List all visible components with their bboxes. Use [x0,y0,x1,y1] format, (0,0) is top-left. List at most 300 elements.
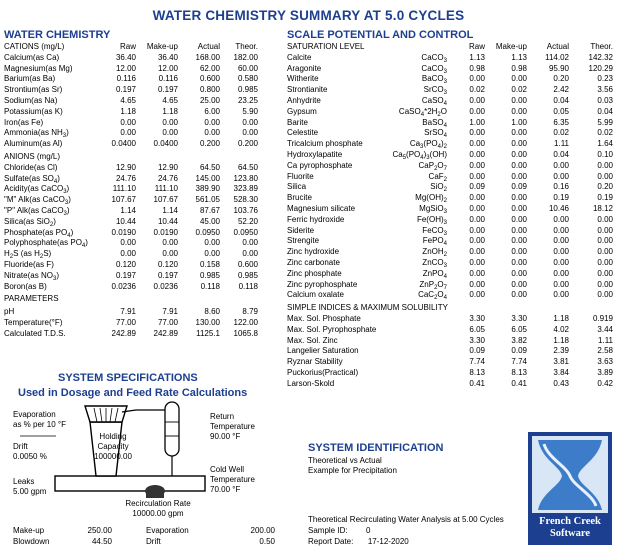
cell-actual: 64.50 [199,162,220,172]
row-name: Fluoride(as F) [4,259,54,269]
cell-theor: 60.00 [237,63,258,73]
cell-theor: 0.0950 [233,227,258,237]
cell-raw: 0.00 [120,128,136,138]
cell-raw: 0.00 [469,225,485,235]
table-row [4,107,258,118]
cell-theor: 123.80 [233,173,258,183]
table-row [4,96,258,107]
cell-actual: 0.00 [553,225,569,235]
cell-actual: 0.00 [553,236,569,246]
cell-actual: 2.39 [553,346,569,356]
mineral-formula: ZnPO$_4$ [422,268,447,280]
cell-raw: 7.91 [120,307,136,317]
cell-makeup: 107.67 [153,195,178,205]
cell-makeup: 10.44 [157,216,178,226]
index-name: Max. Sol. Pyrophosphate [287,324,377,334]
recirculation-value: 10000.00 gpm [132,509,184,518]
cell-actual: 0.00 [204,249,220,259]
cell-makeup: 3.30 [511,313,527,323]
table-row [4,64,258,75]
leaks-label: Leaks [13,477,35,486]
anions-group [4,152,258,163]
cell-actual: 114.02 [545,52,569,62]
cell-makeup: 242.89 [153,328,178,338]
cell-raw: 0.0400 [111,139,136,149]
makeup-value: 250.00 [87,526,112,535]
cell-theor: 0.03 [597,95,613,105]
cell-actual: 10.46 [548,203,569,213]
cell-raw: 0.00 [469,268,485,278]
table-row [4,307,258,318]
cell-makeup: 0.00 [162,128,178,138]
cell-theor: 3.56 [597,85,613,95]
cell-theor: 23.25 [237,95,258,105]
table-row [287,325,613,336]
cell-raw: 0.197 [115,270,136,280]
cell-raw: 107.67 [111,195,136,205]
return-temp-label: Temperature [210,422,255,431]
cell-actual: 389.90 [195,184,220,194]
row-name: pH [4,307,15,317]
cell-raw: 0.00 [469,214,485,224]
cell-theor: 0.00 [242,128,258,138]
cell-raw: 0.0236 [111,281,136,291]
mineral-formula: CaCO$_3$ [421,63,447,75]
cell-actual: 62.00 [199,63,220,73]
cell-theor: 3.63 [597,357,613,367]
cell-makeup: 7.91 [162,307,178,317]
anions-group-label: ANIONS (mg/L) [4,151,61,161]
cell-makeup: 0.41 [511,378,527,388]
parameters-group-label: PARAMETERS [4,294,59,304]
cell-raw: 0.09 [469,346,485,356]
mineral-name: Barite [287,117,308,127]
mineral-name: Zinc carbonate [287,257,340,267]
cell-raw: 12.00 [115,63,136,73]
cell-raw: 8.13 [469,367,485,377]
cell-actual: 1.18 [553,313,569,323]
table-row [287,74,613,85]
table-row [287,379,613,390]
cold-well-label: Cold Well [210,465,245,474]
report-description: Theoretical Recirculating Water Analysis at 5.00 Cycles [308,515,504,524]
table-row [4,139,258,150]
table-row [4,128,258,139]
mineral-name: Siderite [287,225,315,235]
report-date-label: Report Date: [308,537,354,546]
table-row [287,96,613,107]
cell-theor: 0.02 [597,128,613,138]
evaporation-value: as % per 10 °F [13,420,66,429]
cell-makeup: 0.0190 [153,227,178,237]
cell-theor: 5.90 [242,106,258,116]
mineral-formula: $CaP_2O_7$ [418,160,447,172]
column-header: Raw [468,42,485,51]
cell-theor: 0.23 [597,74,613,84]
cell-theor: 64.50 [237,162,258,172]
makeup-label: Make-up [13,526,45,535]
scale-header-row [287,42,613,53]
cell-actual: 6.35 [553,117,569,127]
scale-potential-table [287,42,613,390]
table-row [4,206,258,217]
sample-id-label: Sample ID: [308,526,348,535]
cell-makeup: 0.0236 [153,281,178,291]
table-row [287,182,613,193]
cell-theor: 0.00 [597,171,613,181]
cell-actual: 3.81 [553,357,569,367]
cell-raw: 36.40 [115,52,136,62]
cell-makeup: 0.00 [511,74,527,84]
cell-raw: 1.14 [120,205,136,215]
mineral-name: Silica [287,182,307,192]
capacity-label: Capacity [97,442,129,451]
return-label: Return [210,412,235,421]
table-row [4,318,258,329]
column-header: Theor. [235,42,258,51]
cell-raw: 0.00 [469,139,485,149]
cell-raw: 0.00 [469,193,485,203]
cell-theor: 122.00 [233,317,258,327]
cell-actual: 4.02 [553,324,569,334]
cell-actual: 0.118 [200,281,220,291]
cell-actual: 0.00 [204,128,220,138]
cell-theor: 0.00 [597,247,613,257]
system-specs-subheading: Used in Dosage and Feed Rate Calculations [18,387,248,399]
cell-makeup: 0.00 [511,106,527,116]
french-creek-logo [528,432,612,545]
cell-actual: 0.05 [553,106,569,116]
cell-makeup: 0.00 [511,290,527,300]
mineral-name: Fluorite [287,171,314,181]
mineral-formula: $CaC_2O_4$ [418,290,447,302]
cell-theor: 142.32 [588,52,613,62]
table-row [4,118,258,129]
cell-theor: 18.12 [592,203,613,213]
table-row [287,172,613,183]
cell-actual: 0.00 [553,290,569,300]
row-name: Strontium(as Sr) [4,85,63,95]
cell-actual: 1.11 [554,139,569,149]
cell-theor: 0.00 [597,160,613,170]
cell-raw: 77.00 [115,317,136,327]
table-row [4,249,258,260]
cell-makeup: 0.09 [511,346,527,356]
cell-actual: 25.00 [199,95,220,105]
cell-makeup: 0.00 [511,279,527,289]
table-row [287,139,613,150]
cell-raw: 3.30 [469,313,485,323]
cell-actual: 0.800 [199,85,220,95]
cell-theor: 0.00 [597,279,613,289]
table-row [287,247,613,258]
cell-raw: 24.76 [115,173,136,183]
drift-flow-value: 0.50 [259,537,275,546]
row-name: Aluminum(as Al) [4,139,63,149]
cell-makeup: 0.00 [511,268,527,278]
cell-theor: 0.200 [237,139,258,149]
table-row [287,290,613,301]
mineral-formula: CaF$_2$ [428,171,447,183]
cell-makeup: 0.00 [511,214,527,224]
cell-makeup: 7.74 [511,357,527,367]
cell-theor: 0.00 [242,238,258,248]
cell-actual: 0.19 [553,193,569,203]
system-id-line-2: Example for Precipitation [308,466,397,475]
column-header: Raw [119,42,136,51]
cell-raw: 0.00 [469,236,485,246]
cell-theor: 3.44 [597,324,613,334]
table-row [4,228,258,239]
mineral-formula: $CaSO_4*2H_2O$ [398,106,447,118]
index-name: Max. Sol. Zinc [287,335,338,345]
drift-flow-label: Drift [146,537,161,546]
cell-makeup: 0.0400 [153,139,178,149]
report-date-value: 17-12-2020 [367,537,409,546]
system-id-heading: SYSTEM IDENTIFICATION [308,442,444,454]
cell-actual: 1125.1 [196,328,220,338]
table-row [4,260,258,271]
table-row [287,258,613,269]
water-chemistry-header-row [4,42,258,53]
cell-actual: 2.42 [553,85,569,95]
cell-raw: 0.00 [469,171,485,181]
cell-theor: 1.64 [597,139,613,149]
cell-theor: 182.00 [233,52,258,62]
cell-raw: 0.120 [115,259,136,269]
mineral-formula: SrCO$_3$ [423,85,447,97]
cell-makeup: 0.98 [511,63,527,73]
cell-theor: 120.29 [588,63,613,73]
cell-theor: 0.985 [237,270,258,280]
cell-raw: 0.41 [469,378,485,388]
table-row [4,238,258,249]
table-row [4,163,258,174]
cell-raw: 0.00 [120,238,136,248]
row-name: Chloride(as Cl) [4,162,58,172]
cell-makeup: 0.00 [162,117,178,127]
cell-raw: 6.05 [469,324,485,334]
logo-line-1: French Creek [539,516,601,527]
row-name: Nitrate(as $NO_3$) [4,270,59,282]
water-chemistry-table [4,42,258,340]
column-header: Theor. [590,42,613,51]
cell-raw: 242.89 [111,328,136,338]
cell-makeup: 24.76 [157,173,178,183]
cell-theor: 52.20 [237,216,258,226]
index-name: Langelier Saturation [287,346,359,356]
column-header: Actual [546,42,569,51]
cell-actual: 0.0950 [195,227,220,237]
mineral-name: Zinc phosphate [287,268,342,278]
row-name: Silica(as SiO$_2$) [4,216,56,228]
table-row [287,336,613,347]
cell-raw: 3.30 [469,335,485,345]
cell-raw: 0.00 [469,257,485,267]
cold-well-temp-label: Temperature [210,475,255,484]
cold-well-value: 70.00 °F [210,485,241,494]
cell-makeup: 1.14 [162,205,178,215]
row-name: Calcium(as Ca) [4,52,60,62]
cell-actual: 145.00 [195,173,220,183]
cell-actual: 0.00 [553,268,569,278]
cell-raw: 7.74 [469,357,485,367]
row-name: "P" Alk(as CaCO$_3$) [4,205,70,217]
scale-potential-heading: SCALE POTENTIAL AND CONTROL [287,29,474,41]
indices-group [287,303,613,314]
cell-theor: 323.89 [233,184,258,194]
mineral-name: Ferric hydroxide [287,214,345,224]
water-chemistry-heading: WATER CHEMISTRY [4,29,111,41]
cell-actual: 0.00 [553,160,569,170]
cell-theor: 0.00 [597,214,613,224]
cell-raw: 0.09 [469,182,485,192]
cell-actual: 130.00 [195,317,220,327]
cell-raw: 0.00 [469,279,485,289]
mineral-name: Brucite [287,193,312,203]
column-header: Make-up [146,42,178,51]
cell-makeup: 3.82 [511,335,527,345]
cell-makeup: 0.120 [157,259,178,269]
cell-actual: 0.04 [553,95,569,105]
cell-actual: 0.00 [553,214,569,224]
table-row [4,271,258,282]
cell-raw: 0.00 [469,74,485,84]
cell-theor: 0.919 [592,313,613,323]
mineral-name: Strengite [287,236,320,246]
mineral-name: Aragonite [287,63,322,73]
parameters-group [4,294,258,305]
column-header: Make-up [495,42,527,51]
table-row [287,314,613,325]
cell-actual: 0.20 [553,74,569,84]
cell-actual: 0.00 [553,279,569,289]
cell-actual: 0.985 [199,270,220,280]
column-header: Actual [197,42,220,51]
table-row [4,174,258,185]
cell-makeup: 0.197 [157,85,178,95]
basin-outline [55,476,205,491]
row-name: Calculated T.D.S. [4,328,66,338]
table-row [287,269,613,280]
holding-value: 100000.00 [94,452,132,461]
cell-actual: 0.43 [553,378,569,388]
cell-theor: 1.11 [598,335,613,345]
recirculation-label: Recirculation Rate [125,499,191,508]
cell-raw: 0.00 [469,106,485,116]
table-row [287,204,613,215]
cell-theor: 528.30 [233,195,258,205]
cell-raw: 0.00 [469,203,485,213]
cell-raw: 0.116 [116,74,136,84]
row-name: Polyphosphate(as $PO_4$) [4,238,88,250]
cell-raw: 1.00 [469,117,485,127]
cell-actual: 87.67 [199,205,220,215]
row-name: Temperature(°F) [4,317,63,327]
mineral-formula: $Ca_3(PO_4)_2$ [409,139,447,151]
row-name: Acidity(as CaCO$_3$) [4,184,70,196]
cell-actual: 0.02 [553,128,569,138]
cell-actual: 168.00 [195,52,220,62]
cell-makeup: 0.00 [511,139,527,149]
index-name: Larson-Skold [287,378,335,388]
cell-raw: 0.02 [469,85,485,95]
mineral-formula: $Ca_5(PO_4)_3(OH)$ [392,149,447,161]
cell-raw: 0.00 [469,247,485,257]
cell-theor: 0.118 [238,281,258,291]
cell-makeup: 0.09 [511,182,527,192]
cell-makeup: 6.05 [511,324,527,334]
cell-actual: 0.200 [199,139,220,149]
mineral-formula: ZnCO$_3$ [422,257,447,269]
index-name: Ryznar Stability [287,357,343,367]
blowdown-label: Blowdown [13,537,50,546]
cell-makeup: 0.00 [511,171,527,181]
cell-raw: 12.90 [115,162,136,172]
cell-raw: 0.00 [469,128,485,138]
cell-makeup: 77.00 [157,317,178,327]
mineral-name: Strontianite [287,85,328,95]
mineral-formula: FeCO$_3$ [422,225,447,237]
leaks-value: 5.00 gpm [13,487,47,496]
cell-raw: 4.65 [120,95,136,105]
table-row [287,161,613,172]
table-row [287,193,613,204]
cell-makeup: 0.00 [511,247,527,257]
mineral-formula: $Mg(OH)_2$ [415,193,447,205]
blowdown-value: 44.50 [91,537,112,546]
cell-makeup: 0.00 [511,203,527,213]
sample-id-value: 0 [366,526,371,535]
cell-theor: 0.580 [237,74,258,84]
cell-actual: 0.00 [204,238,220,248]
cell-makeup: 0.00 [511,149,527,159]
table-row [287,64,613,75]
mineral-name: Calcium oxalate [287,290,344,300]
system-id-line-1: Theoretical vs Actual [308,456,382,465]
saturation-label: SATURATION LEVEL [287,42,365,51]
logo-line-2: Software [549,528,591,539]
cell-actual: 0.00 [553,247,569,257]
mineral-name: Celestite [287,128,319,138]
mineral-formula: MgSiO$_3$ [419,203,447,215]
cell-makeup: 0.00 [511,225,527,235]
cell-raw: 0.00 [469,290,485,300]
table-row [4,195,258,206]
table-row [4,282,258,293]
cell-raw: 111.10 [112,184,136,194]
cell-makeup: 36.40 [157,52,178,62]
mineral-formula: CaSO$_4$ [421,95,447,107]
cell-theor: 3.89 [597,367,613,377]
table-row [4,329,258,340]
mineral-name: Anhydrite [287,95,321,105]
cell-makeup: 0.00 [511,160,527,170]
index-name: Max. Sol. Phosphate [287,313,361,323]
mineral-formula: $Fe(OH)_3$ [416,214,447,226]
cell-raw: 0.00 [469,149,485,159]
mineral-name: Hydroxylapatite [287,149,343,159]
cell-makeup: 0.00 [511,236,527,246]
cell-actual: 561.05 [195,195,220,205]
table-row [287,346,613,357]
cell-raw: 0.197 [115,85,136,95]
row-name: Potassium(as K) [4,106,63,116]
row-name: $H_2S$ (as $H_2S$) [4,249,52,261]
cell-actual: 0.04 [553,149,569,159]
mineral-name: Zinc pyrophosphate [287,279,358,289]
table-row [287,215,613,226]
